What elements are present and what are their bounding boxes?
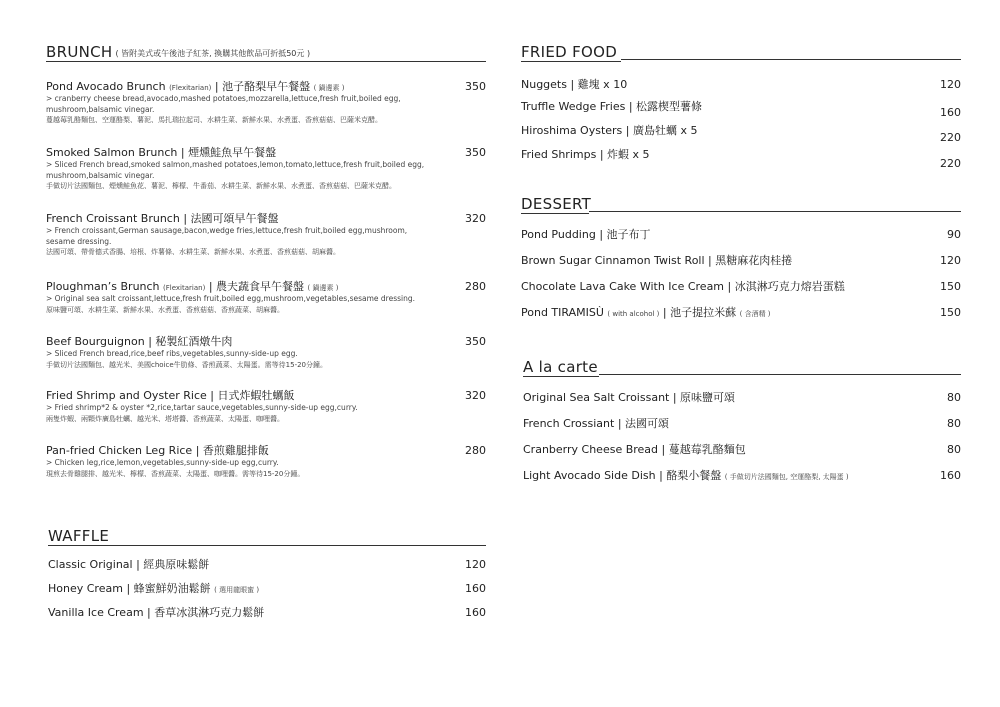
item-price: 160 <box>465 582 486 595</box>
item-name: Fried Shrimps <box>521 148 597 161</box>
item-name: Cranberry Cheese Bread <box>523 443 659 456</box>
item-name: Pan-fried Chicken Leg Rice <box>46 444 193 457</box>
item-price: 320 <box>465 389 486 402</box>
menu-item <box>523 441 961 457</box>
dessert-section <box>521 196 961 326</box>
item-name: Chocolate Lava Cake With Ice Cream <box>521 280 725 293</box>
menu-item <box>48 556 486 572</box>
item-zh-name: | 廣島牡蠣 x 5 <box>625 124 698 137</box>
item-tag-zh: ( 含酒精 ) <box>739 310 771 318</box>
fried-food-rule <box>621 59 961 60</box>
menu-item <box>46 442 486 479</box>
item-name: Honey Cream <box>48 582 123 595</box>
item-description: > French croissant,German sausage,bacon,wedge fries,lettuce,fresh fruit,boiled egg,mushroom, <box>46 226 408 235</box>
item-zh-name: | 香煎雞腿排飯 <box>195 444 269 457</box>
item-zh-description: 手做切片法國麵包、越光米、美國choice牛肋條、香煎蔬菜、太陽蛋。需等待15-20分鐘。 <box>46 360 328 369</box>
item-name: Beef Bourguignon <box>46 335 145 348</box>
menu-item <box>521 278 961 294</box>
item-description-cont: mushroom,balsamic vinegar. <box>46 104 155 114</box>
item-tag-zh: ( 鍋邊素 ) <box>307 284 339 292</box>
item-description: > cranberry cheese bread,avocado,mashed potatoes,mozzarella,lettuce,fresh fruit,boiled egg, <box>46 94 401 103</box>
item-price: 350 <box>465 146 486 159</box>
item-zh-description: 兩隻炸蝦、兩顆炸廣島牡蠣、越光米、塔塔醬、香煎蔬菜、太陽蛋、咖哩醬。 <box>46 414 284 423</box>
menu-item <box>46 144 486 191</box>
item-name: Smoked Salmon Brunch <box>46 146 178 159</box>
item-price: 160 <box>940 469 961 482</box>
item-zh-name: | 法國可頌早午餐盤 <box>183 212 279 225</box>
item-zh-description: 原味鹽可頌、水耕生菜、新鮮水果、水煮蛋、香煎菇菇、香煎蔬菜、胡麻醬。 <box>46 305 284 314</box>
item-price: 280 <box>465 280 486 293</box>
item-zh-name: | 法國可頌 <box>617 417 670 430</box>
alacarte-header <box>523 359 599 377</box>
item-name: Original Sea Salt Croissant <box>523 391 670 404</box>
item-zh-name: | 香草冰淇淋巧克力鬆餅 <box>147 606 265 619</box>
item-zh-description: 法國可頌、帶骨德式香腸、培根、炸薯條、水耕生菜、新鮮水果、水煮蛋、香煎菇菇、胡麻醬。 <box>46 248 340 256</box>
menu-item <box>46 210 486 257</box>
item-price: 80 <box>947 443 961 456</box>
item-name: French Croissant Brunch <box>46 212 180 225</box>
item-description: > Sliced French bread,rice,beef ribs,vegetables,sunny-side-up egg. <box>46 349 298 358</box>
item-zh-name: | 蜂蜜鮮奶油鬆餅 <box>126 582 211 595</box>
fried-food-section <box>521 44 961 184</box>
item-zh-name: | 原味鹽可頌 <box>672 391 736 404</box>
menu-item <box>523 415 961 431</box>
item-price: 350 <box>465 335 486 348</box>
item-tag: (Flexitarian) <box>169 84 212 92</box>
item-zh-name: | 池子酪梨早午餐盤 <box>214 80 311 93</box>
item-name: Pond TIRAMISÙ <box>521 306 604 319</box>
item-price: 350 <box>465 80 486 93</box>
item-description-cont: sesame dressing. <box>46 236 112 246</box>
item-price: 160 <box>940 106 961 119</box>
item-name: Vanilla Ice Cream <box>48 606 144 619</box>
item-zh-name: | 日式炸蝦牡蠣飯 <box>210 389 295 402</box>
menu-item <box>521 146 961 170</box>
menu-item <box>48 580 486 596</box>
item-tag: ( with alcohol ) <box>607 310 660 318</box>
item-price: 120 <box>940 254 961 267</box>
menu-item <box>521 122 961 144</box>
item-zh-name: | 松露楔型薯條 <box>628 100 703 113</box>
item-name: Light Avocado Side Dish <box>523 469 656 482</box>
item-price: 220 <box>940 131 961 144</box>
fried-food-header <box>521 44 621 62</box>
alacarte-section <box>523 359 961 489</box>
item-description: > Original sea salt croissant,lettuce,fresh fruit,boiled egg,mushroom,vegetables,sesame dressing. <box>46 294 416 303</box>
item-zh-name: | 冰淇淋巧克力熔岩蛋糕 <box>727 280 845 293</box>
item-description-cont: mushroom,balsamic vinegar. <box>46 170 155 180</box>
brunch-header <box>46 44 486 62</box>
item-price: 150 <box>940 280 961 293</box>
item-name: French Crossiant <box>523 417 615 430</box>
item-price: 90 <box>947 228 961 241</box>
item-zh-name: | 秘製紅酒燉牛肉 <box>148 335 233 348</box>
item-zh-description: 蔓越莓乳酪麵包、空運酪梨、薯泥、馬扎瑞拉起司、水耕生菜、新鮮水果、水煮蛋、香煎菇菇、巴薩米克醋。 <box>46 116 382 124</box>
alacarte-title: A la carte <box>523 358 598 376</box>
item-zh-name: | 酪梨小餐盤 <box>659 469 722 482</box>
item-tag-zh: ( 手做切片法國麵包, 空運酪梨, 太陽蛋 ) <box>724 473 849 481</box>
brunch-note: ( 皆附美式或午後池子紅茶, 換購其他飲品可折抵50元 ) <box>115 49 311 58</box>
brunch-title: BRUNCH <box>46 43 113 61</box>
brunch-section <box>46 44 486 494</box>
item-tag-zh: ( 鍋邊素 ) <box>313 84 345 92</box>
item-zh-name: | 經典原味鬆餅 <box>136 558 210 571</box>
item-description: > Sliced French bread,smoked salmon,mashed potatoes,lemon,tomato,lettuce,fresh fruit,boiled egg, <box>46 160 425 169</box>
item-zh-name: | 炸蝦 x 5 <box>599 148 650 161</box>
item-price: 80 <box>947 391 961 404</box>
item-name: Pond Avocado Brunch <box>46 80 166 93</box>
menu-item <box>521 304 961 320</box>
item-name: Truffle Wedge Fries <box>521 100 626 113</box>
menu-item <box>521 98 961 119</box>
item-price: 80 <box>947 417 961 430</box>
waffle-header <box>48 528 486 546</box>
item-price: 320 <box>465 212 486 225</box>
menu-item <box>521 252 961 268</box>
item-name: Brown Sugar Cinnamon Twist Roll <box>521 254 705 267</box>
menu-item <box>521 226 961 242</box>
waffle-title: WAFFLE <box>48 527 110 545</box>
item-name: Pond Pudding <box>521 228 596 241</box>
item-price: 150 <box>940 306 961 319</box>
item-tag: (Flexitarian) <box>163 284 206 292</box>
dessert-rule <box>589 211 961 212</box>
alacarte-rule <box>599 374 961 375</box>
item-price: 120 <box>940 78 961 91</box>
dessert-header <box>521 195 592 214</box>
item-zh-description: 手做切片法國麵包、煙燻鮭魚花、薯泥、檸檬、牛番茄、水耕生菜、新鮮水果、水煮蛋、香煎菇菇、巴薩米克醋。 <box>46 182 396 190</box>
item-description: > Chicken leg,rice,lemon,vegetables,sunny-side-up egg,curry. <box>46 458 279 467</box>
item-zh-name: | 黑糖麻花肉桂捲 <box>708 254 793 267</box>
item-tag-zh: ( 選用龍眼蜜 ) <box>214 586 260 594</box>
menu-item <box>46 78 486 125</box>
waffle-section <box>48 528 486 628</box>
menu-item <box>523 389 961 405</box>
item-name: Hiroshima Oysters <box>521 124 623 137</box>
item-name: Ploughman’s Brunch <box>46 280 160 293</box>
menu-item <box>523 467 961 483</box>
item-zh-name: | 煙燻鮭魚早午餐盤 <box>180 146 277 159</box>
menu-item <box>48 604 486 620</box>
item-zh-name: | 農夫蔬食早午餐盤 <box>208 280 305 293</box>
item-zh-name: | 池子布丁 <box>599 228 651 241</box>
item-description: > Fried shrimp*2 & oyster *2,rice,tartar sauce,vegetables,sunny-side-up egg,curry. <box>46 403 358 412</box>
item-name: Classic Original <box>48 558 133 571</box>
item-zh-name: | 池子提拉米蘇 <box>662 306 737 319</box>
menu-item <box>46 333 486 370</box>
item-price: 220 <box>940 157 961 170</box>
item-zh-name: | 雞塊 x 10 <box>570 78 628 91</box>
item-price: 280 <box>465 444 486 457</box>
menu-item <box>46 387 486 424</box>
fried-food-title: FRIED FOOD <box>521 43 618 61</box>
item-zh-description: 現煎去骨雞腿排、越光米、檸檬、香煎蔬菜、太陽蛋、咖哩醬。需等待15-20分鐘。 <box>46 469 305 478</box>
item-name: Fried Shrimp and Oyster Rice <box>46 389 207 402</box>
item-price: 120 <box>465 558 486 571</box>
dessert-title: DESSERT <box>521 195 592 213</box>
item-name: Nuggets <box>521 78 567 91</box>
menu-item <box>46 278 486 315</box>
item-price: 160 <box>465 606 486 619</box>
menu-item <box>521 74 961 92</box>
item-zh-name: | 蔓越莓乳酪麵包 <box>661 443 746 456</box>
